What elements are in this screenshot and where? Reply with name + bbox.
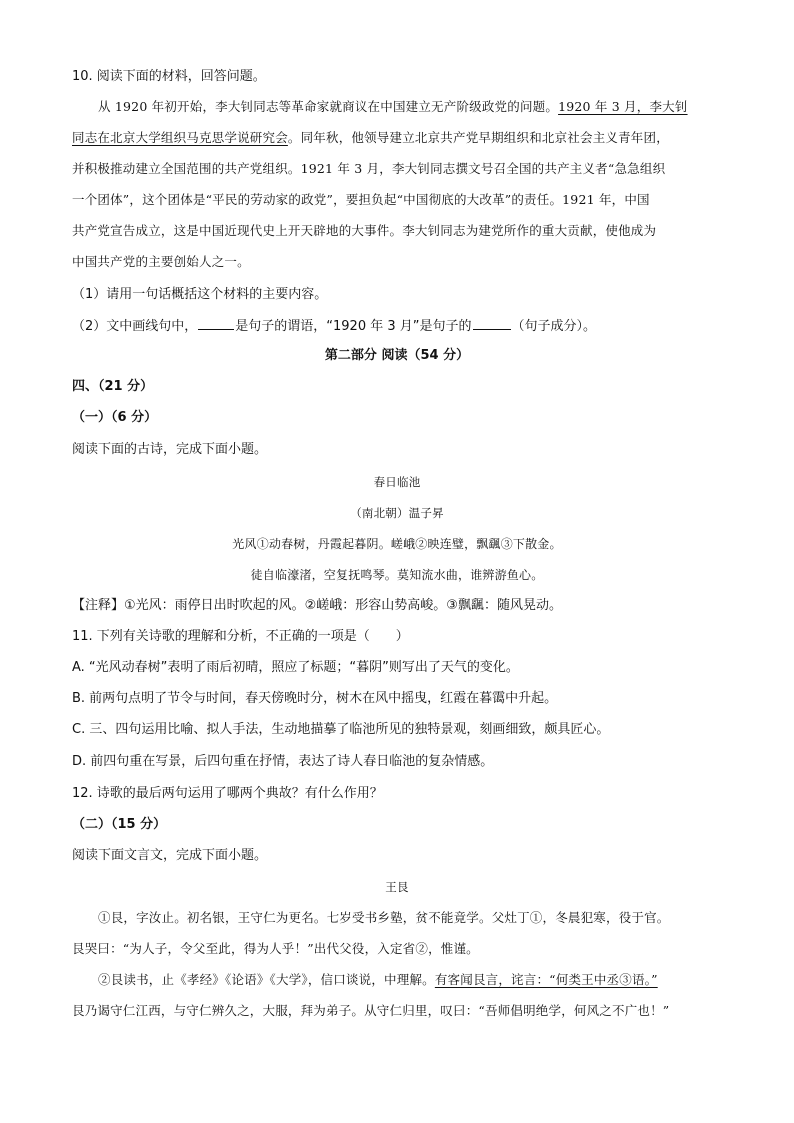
- q10-sub2-text: （2）文中画线句中，: [72, 319, 198, 334]
- poem-title: 春日临池: [373, 475, 421, 489]
- poem-note: 【注释】①光风：雨停日出时吹起的风。②嵯峨：形容山势高峻。③飘颻：随风晃动。: [72, 598, 562, 613]
- prose-p2-line-1: [72, 971, 758, 989]
- prose-p1-line-1: ①艮，字汝止。初名银，王守仁为更名。七岁受书乡塾，贫不能竟学。父灶丁①，冬晨犯寒，役于官。: [98, 910, 670, 925]
- answer-blank-predicate[interactable]: [198, 316, 234, 330]
- prose-intro: 阅读下面文言文，完成下面小题。: [72, 848, 268, 863]
- q11-option-a: A. “光风动春树”表明了雨后初晴，照应了标题；“暮阴”则写出了天气的变化。: [72, 660, 519, 675]
- prose-title: 王艮: [385, 880, 409, 894]
- q11-option-d: D. 前四句重在写景，后四句重在抒情，表达了诗人春日临池的复杂情感。: [72, 754, 494, 769]
- poem-intro: 阅读下面的古诗，完成下面小题。: [72, 442, 268, 457]
- part2-title: 第二部分 阅读（54 分）: [324, 348, 470, 363]
- q10-paragraph-line-6: 中国共产党的主要创始人之一。: [72, 254, 250, 269]
- q11-option-b: B. 前两句点明了节令与时间，春天傍晚时分，树木在风中摇曳，红霞在暮霭中升起。: [72, 691, 558, 706]
- sub-section-two-title: （二）（15 分）: [72, 817, 167, 832]
- q10-sub-question-2: [72, 316, 732, 336]
- q10-prompt: 10. 阅读下面的材料，回答问题。: [72, 69, 266, 84]
- prose-p1-line-2: 艮哭曰：“为人子，令父至此，得为人乎！”出代父役，入定省②，惟谨。: [72, 941, 479, 956]
- q10-sub2-text: 是句子的谓语，“1920 年 3 月”是句子的: [235, 319, 472, 334]
- prose-p2-line-2: 艮乃谒守仁江西，与守仁辨久之，大服，拜为弟子。从守仁归里，叹曰：“吾师倡明绝学，何风之不广也！”: [72, 1003, 670, 1018]
- q10-underlined-sentence-cont: 同志在北京大学组织马克思学说研究会: [72, 130, 288, 145]
- q10-text: 。同年秋，他领导建立北京共产党早期组织和北京社会主义青年团，: [287, 130, 669, 145]
- q10-paragraph-line-4: 一个团体”，这个团体是“平民的劳动家的政党”，要担负起“中国彻底的大改革”的责任。1921 年，中国: [72, 192, 650, 207]
- poem-author: （南北朝）温子昇: [350, 506, 444, 520]
- section4-title: 四、（21 分）: [72, 379, 154, 394]
- q10-sub2-text: （句子成分）。: [511, 319, 597, 334]
- q10-text: 从 1920 年初开始，李大钊同志等革命家就商议在中国建立无产阶级政党的问题。: [98, 99, 559, 114]
- q11-option-c: C. 三、四句运用比喻、拟人手法，生动地描摹了临池所见的独特景观，刻画细致，颇具匠心。: [72, 722, 610, 737]
- q10-paragraph-line-5: 共产党宣告成立，这是中国近现代史上开天辟地的大事件。李大钊同志为建党所作的重大贡献，使他成为: [72, 223, 657, 238]
- q11-stem: 11. 下列有关诗歌的理解和分析，不正确的一项是（ ）: [72, 629, 409, 644]
- q10-sub-question-1: （1）请用一句话概括这个材料的主要内容。: [72, 287, 328, 302]
- q12-stem: 12. 诗歌的最后两句运用了哪两个典故？有什么作用？: [72, 786, 383, 801]
- sub-section-one-title: （一）（6 分）: [72, 410, 158, 425]
- q10-paragraph-line-2: [72, 129, 732, 147]
- poem-line-2: 徒自临濠渚，空复抚鸣琴。莫知流水曲，谁辨游鱼心。: [250, 568, 544, 582]
- answer-blank-component[interactable]: [473, 316, 511, 330]
- q10-paragraph-line-1: [72, 98, 758, 116]
- q10-underlined-sentence: 1920 年 3 月，李大钊: [558, 99, 688, 114]
- poem-line-1: 光风①动春树，丹霞起暮阴。嵯峨②映连璧，飘颻③下散金。: [232, 537, 562, 551]
- prose-text: ②艮读书，止《孝经》《论语》《大学》，信口谈说，中理解。: [98, 972, 435, 987]
- prose-underlined-sentence: 有客闻艮言，诧言：“何类王中丞③语。”: [434, 972, 658, 987]
- q10-paragraph-line-3: 并积极推动建立全国范围的共产党组织。1921 年 3 月，李大钊同志撰文号召全国的共产主义者“急急组织: [72, 161, 666, 176]
